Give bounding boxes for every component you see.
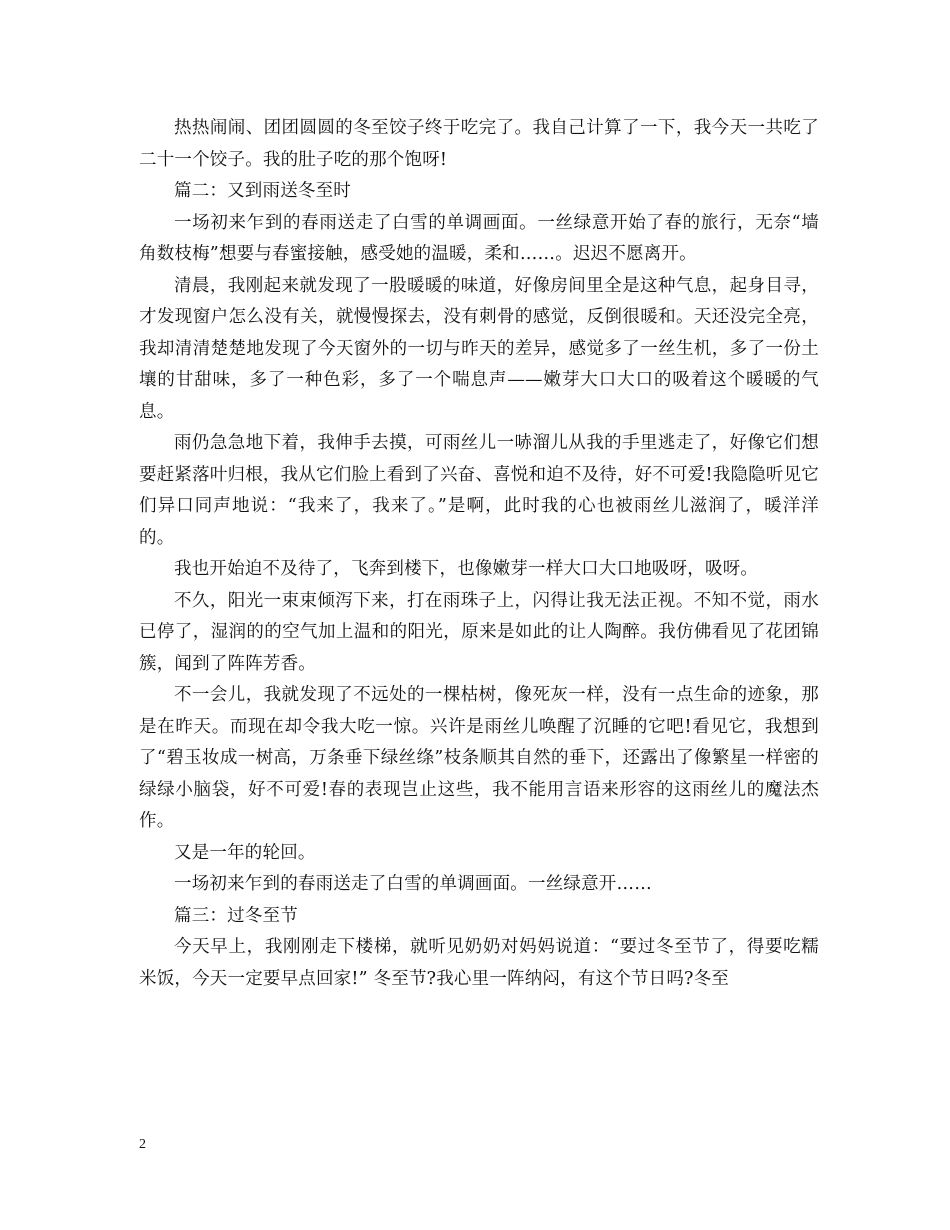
paragraph-4: 雨仍急急地下着，我伸手去摸，可雨丝儿一哧溜儿从我的手里逃走了，好像它们想要赶紧落叶归根，我从它们脸上看到了兴奋、喜悦和迫不及待，好不可爱!我隐隐听见它们异口同声地说：“我来了，我来了。”是啊，此时我的心也被雨丝儿滋润了，暖洋洋的。 [139,433,819,548]
paragraph-9: 一场初来乍到的春雨送走了白雪的单调画面。一丝绿意开…… [174,874,652,894]
paragraph-3: 清晨，我刚起来就发现了一股暖暖的味道，好像房间里全是这种气息，起身目寻，才发现窗户怎么没有关，就慢慢探去，没有刺骨的感觉，反倒很暖和。天还没完全亮，我却清清楚楚地发现了今天窗外的一切与昨天的差异，感觉多了一丝生机，多了一份土壤的甘甜味，多了一种色彩，多了一个喘息声——嫩芽大口大口的吸着这个暖暖的气息。 [139,275,819,422]
page-number: 2 [139,1137,146,1152]
paragraph-7: 不一会儿，我就发现了不远处的一棵枯树，像死灰一样，没有一点生命的迹象，那是在昨天。而现在却令我大吃一惊。兴许是雨丝儿唤醒了沉睡的它吧!看见它，我想到了“碧玉妆成一树高，万条垂下绿丝绦”枝条顺其自然的垂下，还露出了像繁星一样密的绿绿小脑袋，好不可爱!春的表现岂止这些，我不能用言语来形容的这雨丝儿的魔法杰作。 [139,685,819,831]
paragraph-6: 不久，阳光一束束倾泻下来，打在雨珠子上，闪得让我无法正视。不知不觉，雨水已停了，湿润的的空气加上温和的阳光，原来是如此的让人陶醉。我仿佛看见了花团锦簇，闻到了阵阵芳香。 [139,590,819,674]
section-heading-3: 篇三：过冬至节 [174,905,298,926]
paragraph-5: 我也开始迫不及待了，飞奔到楼下，也像嫩芽一样大口大口地吸呀，吸呀。 [174,559,759,579]
section-heading-2: 篇二：又到雨送冬至时 [174,181,351,201]
document-body [139,113,819,995]
paragraph-8: 又是一年的轮回。 [174,842,316,863]
paragraph-2: 一场初来乍到的春雨送走了白雪的单调画面。一丝绿意开始了春的旅行，无奈“墙角数枝梅”想要与春蜜接触，感受她的温暖，柔和……。迟迟不愿离开。 [139,212,819,264]
paragraph-10: 今天早上，我刚刚走下楼梯，就听见奶奶对妈妈说道：“要过冬至节了，得要吃糯米饭，今天一定要早点回家!” 冬至节?我心里一阵纳闷，有这个节日吗?冬至 [139,937,819,989]
paragraph-1: 热热闹闹、团团圆圆的冬至饺子终于吃完了。我自己计算了一下，我今天一共吃了二十一个饺子。我的肚子吃的那个饱呀! [139,118,819,170]
